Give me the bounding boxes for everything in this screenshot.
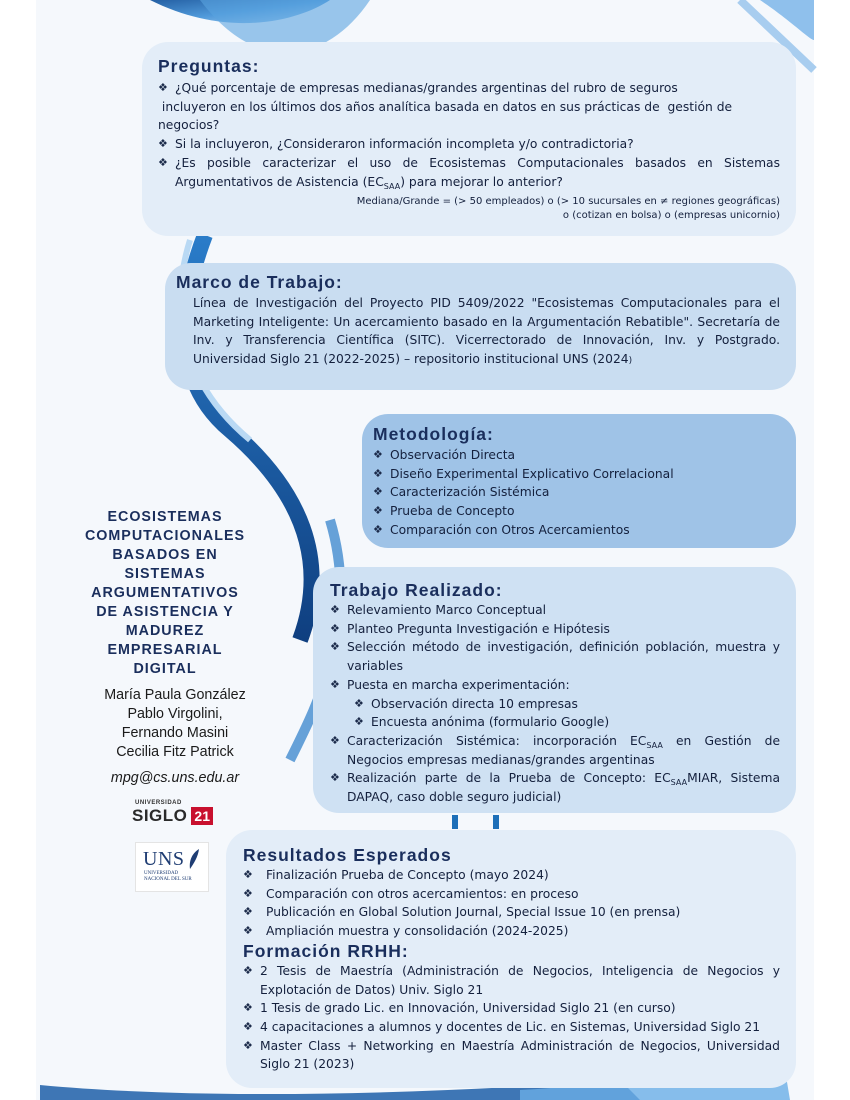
preguntas-note: Mediana/Grande = (> 50 empleados) o (> 10 sucursales en ≠ regiones geográficas) o (cotizan en bolsa) o (empresas unicornio) [356, 196, 780, 222]
trabajo-box [313, 567, 796, 813]
metodologia-item: ❖ Observación Directa [373, 446, 784, 465]
diamond-bullet-icon: ❖ [243, 868, 253, 881]
diamond-bullet-icon: ❖ [373, 522, 383, 536]
trabajo-item: ❖ Selección método de investigación, definición población, muestra y variables [330, 640, 780, 674]
author-name: Fernando Masini [121, 725, 229, 741]
siglo21-logo: UNIVERSIDAD SIGLO 21 [132, 800, 212, 832]
metodologia-title: Metodología: [373, 424, 494, 444]
diamond-bullet-icon: ❖ [330, 771, 340, 785]
diamond-bullet-icon: ❖ [330, 640, 340, 654]
trabajo-subitem: ❖ Observación directa 10 empresas [354, 695, 780, 714]
formacion-item: ❖ Master Class + Networking en Maestría Administración de Negocios, Universidad Siglo 21 (2023) [243, 1038, 780, 1072]
diamond-bullet-icon: ❖ [373, 485, 383, 499]
metodologia-item: ❖ Comparación con Otros Acercamientos [373, 521, 784, 540]
diamond-bullet-icon: ❖ [330, 733, 340, 747]
diamond-bullet-icon: ❖ [330, 621, 340, 635]
diamond-bullet-icon: ❖ [354, 715, 364, 729]
feather-icon [187, 848, 201, 870]
uns-logo: UNS UNIVERSIDAD NACIONAL DEL SUR [135, 842, 209, 892]
trabajo-subitem: ❖ Encuesta anónima (formulario Google) [354, 713, 780, 732]
author-name: Pablo Virgolini, [127, 706, 223, 722]
resultado-item: ❖ Comparación con otros acercamientos: en proceso [243, 885, 780, 904]
resultado-item: ❖ Publicación en Global Solution Journal, Special Issue 10 (en prensa) [243, 903, 780, 922]
diamond-bullet-icon: ❖ [373, 504, 383, 518]
author-name: María Paula González [104, 687, 246, 703]
authors [70, 686, 280, 762]
resultados-box [226, 830, 796, 1088]
trabajo-item: ❖ Caracterización Sistémica: incorporación $EC_{SAA}$ en Gestión de Negocios empresas medianas/grandes argentinas [330, 733, 781, 767]
diamond-bullet-icon: ❖ [330, 603, 340, 616]
marco-text: Línea de Investigación del Proyecto PID 5409/2022 "Ecosistemas Computacionales para el Marketing Inteligente: Un acercamiento basado en la Argumentación Rebatible". Secretaría de Inv. y Transferencia Científica (SITC). Vicerrectorado de Innovación, Inv. y Postgrado. Universidad Siglo 21 (2022-2025) – repositorio institucional UNS (2024) [193, 296, 780, 367]
diamond-bullet-icon: ❖ [243, 886, 253, 900]
diamond-bullet-icon: ❖ [354, 696, 364, 710]
diamond-bullet-icon: ❖ [243, 905, 253, 919]
formacion-item: ❖ 2 Tesis de Maestría (Administración de Negocios, Inteligencia de Negocios y Explotación de Datos) Univ. Siglo 21 [243, 963, 780, 997]
trabajo-title: Trabajo Realizado: [330, 580, 503, 600]
trabajo-item: ❖ Relevamiento Marco Conceptual [330, 601, 780, 620]
diamond-bullet-icon: ❖ [158, 137, 168, 151]
diamond-bullet-icon: ❖ [243, 1038, 253, 1052]
diamond-bullet-icon: ❖ [373, 448, 383, 461]
formacion-item: ❖ 1 Tesis de grado Lic. en Innovación, Universidad Siglo 21 (en curso) [243, 999, 780, 1018]
metodologia-item: ❖ Caracterización Sistémica [373, 483, 784, 502]
formacion-title: Formación RRHH: [243, 940, 409, 961]
diamond-bullet-icon: ❖ [330, 677, 340, 691]
trabajo-item: ❖ Planteo Pregunta Investigación e Hipótesis [330, 620, 780, 639]
diamond-bullet-icon: ❖ [373, 466, 383, 480]
pregunta-item: ❖ ¿Es posible caracterizar el uso de Ecosistemas Computacionales basados en Sistemas Argumentativos de Asistencia $(EC_{SAA})$ para mejorar lo anterior? [158, 155, 780, 191]
marco-title: Marco de Trabajo: [176, 272, 343, 292]
poster-title: ECOSISTEMAS COMPUTACIONALES BASADOS EN SISTEMAS ARGUMENTATIVOS DE ASISTENCIA Y MADUREZ EMPRESARIAL DIGITAL [84, 509, 246, 677]
pregunta-item: ❖ Si la incluyeron, ¿Consideraron información incompleta y/o contradictoria? [158, 135, 780, 154]
trabajo-item: ❖ Realización parte de la Prueba de Concepto: $EC_{SAA}MIAR$, Sistema DAPAQ, caso doble seguro judicial) [330, 771, 780, 805]
contact-email: mpg@cs.uns.edu.ar [110, 770, 240, 786]
diamond-bullet-icon: ❖ [158, 155, 168, 169]
marco-box [165, 263, 796, 390]
metodologia-item: ❖ Prueba de Concepto [373, 502, 784, 521]
metodologia-box [362, 414, 796, 548]
resultados-title: Resultados Esperados [243, 845, 452, 865]
diamond-bullet-icon: ❖ [243, 924, 253, 938]
preguntas-title: Preguntas: [158, 56, 260, 76]
pregunta-item: ❖ ¿Qué porcentaje de empresas medianas/grandes argentinas del rubro de seguros [158, 79, 780, 98]
resultado-item: ❖ Finalización Prueba de Concepto (mayo 2024) [243, 866, 780, 885]
trabajo-item: ❖ Puesta en marcha experimentación: [330, 676, 780, 695]
author-name: Cecilia Fitz Patrick [116, 744, 234, 760]
preguntas-box: Preguntas: ❖ ¿Qué porcentaje de empresas medianas/grandes argentinas del rubro de seguros incluyeron en los últimos dos años analítica basada en datos en sus prácticas de gestión de negocios? ❖ Si la incluyeron, ¿Consideraron información incompleta y/o contradictoria? ❖ ¿Es posible caracterizar el uso de Ecosistemas Computacionales basados en Sistemas Argumentativos de Asistencia $(EC_{SAA})$ para mejorar lo anterior? Mediana/Grande = (> 50 empleados) o (> 10 sucursales en ≠ regiones geográficas) o (cotizan en bolsa) o (empresas unicornio) [142, 42, 796, 236]
resultado-item: ❖ Ampliación muestra y consolidación (2024-2025) [243, 922, 780, 941]
diamond-bullet-icon: ❖ [243, 963, 253, 977]
formacion-item: ❖ 4 capacitaciones a alumnos y docentes de Lic. en Sistemas, Universidad Siglo 21 [243, 1018, 780, 1037]
metodologia-item: ❖ Diseño Experimental Explicativo Correlacional [373, 465, 784, 484]
diamond-bullet-icon: ❖ [243, 1019, 253, 1033]
diamond-bullet-icon: ❖ [158, 81, 168, 94]
diamond-bullet-icon: ❖ [243, 1001, 253, 1015]
